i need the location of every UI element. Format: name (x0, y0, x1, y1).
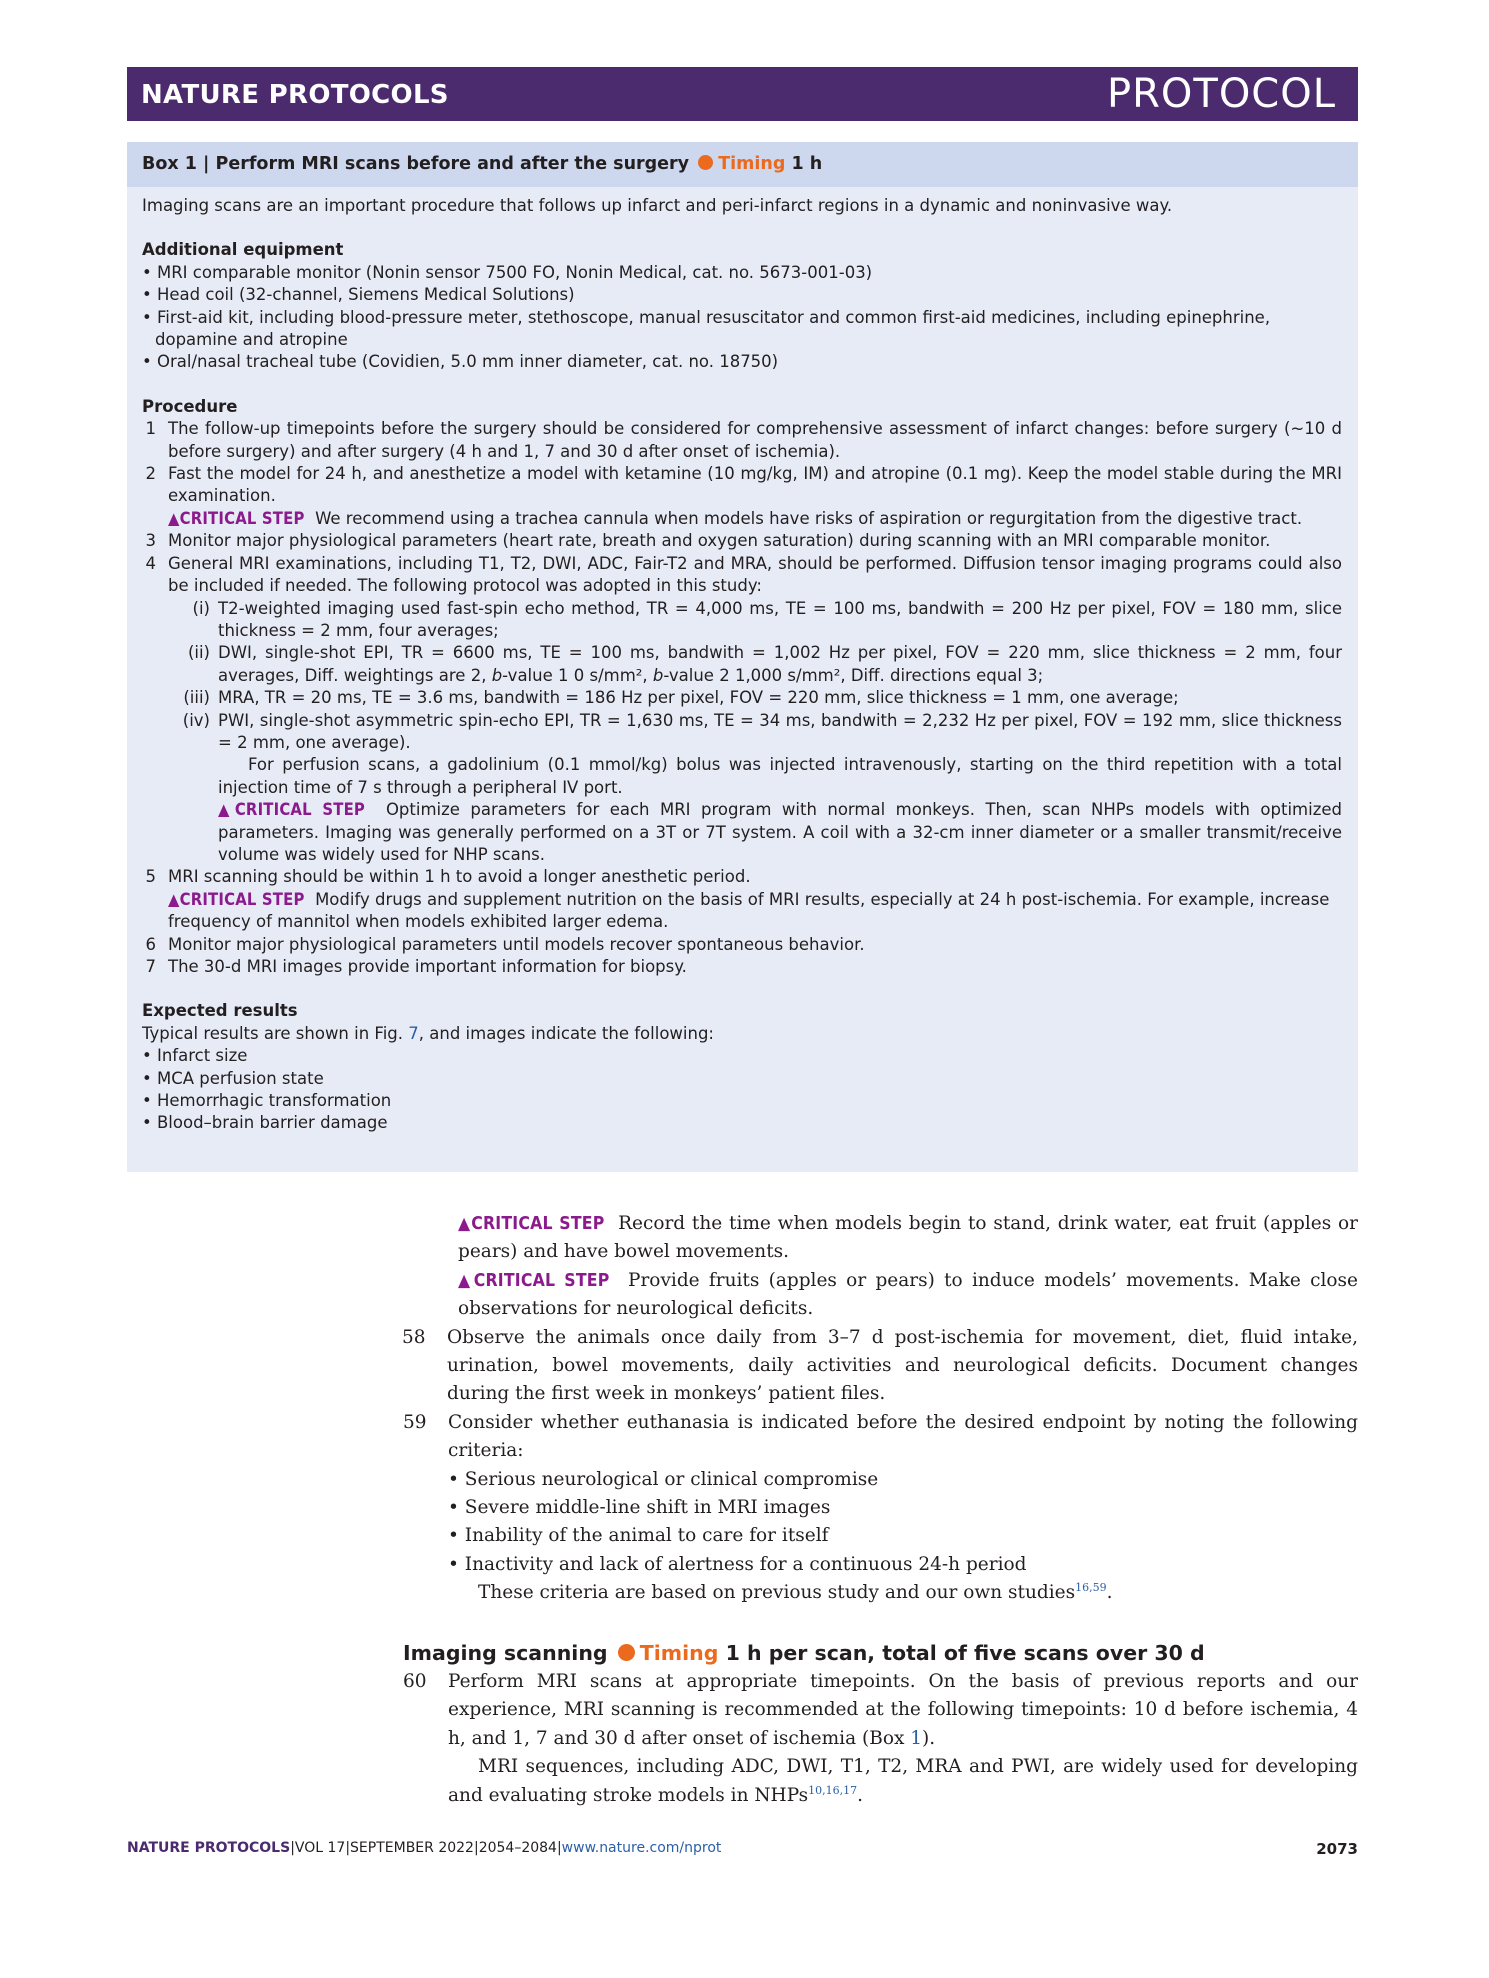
equipment-item: • MRI comparable monitor (Nonin sensor 7500 FO, Nonin Medical, cat. no. 5673-001-03) (142, 262, 873, 282)
criteria-item: • Serious neurological or clinical compromise (448, 1468, 879, 1490)
box-title (142, 154, 822, 174)
section-heading: Imaging scanning Timing 1 h per scan, total of five scans over 30 d (403, 1641, 1205, 1665)
critical-step-note: ▲CRITICAL STEP We recommend using a trachea cannula when models have risks of aspiration or regurgitation from the digestive tract. (168, 508, 1303, 528)
footer-url-link[interactable]: www.nature.com/nprot (561, 1840, 722, 1856)
result-item: • Infarct size (142, 1046, 248, 1066)
box-title-text: Box 1 | Perform MRI scans before and after the surgery (142, 154, 690, 174)
article-type-label: PROTOCOL (1106, 71, 1336, 117)
timing-label: Timing (718, 154, 786, 174)
footer-date: SEPTEMBER 2022 (350, 1840, 474, 1856)
page-number: 2073 (1316, 1840, 1358, 1858)
sub-step-i: (i) T2-weighted imaging used fast-spin echo method, TR = 4,000 ms, TE = 100 ms, bandwith = 200 Hz per pixel, FOV = 180 mm, slice thickness = 2 mm, four averages; (192, 598, 1342, 640)
reference-link[interactable]: 16,59 (1075, 1581, 1107, 1595)
critical-step-note: ▲CRITICAL STEP Optimize parameters for each MRI program with normal monkeys. Then, scan NHPs models with optimized parameters. Imaging was generally performed on a 3T or 7T system. A coil with a 32-cm inner diameter or a smaller transmit/receive volume was widely used for NHP scans. (218, 800, 1342, 864)
criteria-note: These criteria are based on previous study and our own studies$^{16,59}$. (478, 1581, 1113, 1604)
criteria-item: • Inability of the animal to care for itself (448, 1525, 829, 1547)
procedure-step-6: 6 Monitor major physiological parameters until models recover spontaneous behavior. (145, 934, 865, 954)
footer-volume: VOL 17 (294, 1840, 346, 1856)
results-heading: Expected results (142, 1001, 298, 1021)
criteria-item: • Inactivity and lack of alertness for a continuous 24-h period (448, 1553, 1027, 1575)
procedure-step-1: 1 The follow-up timepoints before the surgery should be considered for comprehensive assessment of infarct changes: before surgery (~10 d before surgery) and after surgery (4 h and 1, 7 and 30 d after onset of ischemia). (145, 419, 1342, 461)
protocol-step-60: 60 Perform MRI scans at appropriate timepoints. On the basis of previous reports and our experience, MRI scanning is recommended at the following timepoints: 10 d before ischemia, 4 h, and 1, 7 and 30 d after onset of ischemia (Box 1). MRI sequences, including ADC, DWI, T1, T2, MRA and PWI, are widely used for developing and evaluating stroke models in NHPs$^{10,16,17}$. (403, 1671, 1358, 1806)
procedure-step-7: 7 The 30-d MRI images provide important information for biopsy. (145, 957, 687, 976)
protocol-step-59: 59 Consider whether euthanasia is indicated before the desired endpoint by noting the following criteria: • Serious neurological or clinical compromise • Severe middle-line shift in MRI images • Inability of the animal to care for itself • Inactivity and lack of alertness for a continuous 24-h period These criteria are based on previous study and our own studies$^{16,59}$. (403, 1409, 1358, 1608)
result-item: • Hemorrhagic transformation (142, 1091, 392, 1111)
sub-step-iv: (iv) PWI, single-shot asymmetric spin-echo EPI, TR = 1,630 ms, TE = 34 ms, bandwith = 2,232 Hz per pixel, FOV = 192 mm, slice thickness = 2 mm, one average). (182, 710, 1342, 752)
critical-step-note: ▲CRITICAL STEP Modify drugs and supplement nutrition on the basis of MRI results, especially at 24 h post-ischemia. For example, increase frequency of mannitol when models exhibited larger edema. (168, 889, 1330, 932)
critical-step-note: ▲CRITICAL STEP Record the time when models begin to stand, drink water, eat fruit (apples or pears) and have bowel movements. (458, 1213, 1359, 1263)
footer-pages: 2054–2084 (478, 1840, 557, 1856)
procedure-heading: Procedure (142, 396, 238, 416)
box-link[interactable]: 1 (910, 1727, 923, 1749)
journal-name: NATURE PROTOCOLS (141, 80, 449, 110)
sub-step-ii: (ii) DWI, single-shot EPI, TR = 6600 ms, TE = 100 ms, bandwith = 1,002 Hz per pixel, FOV = 220 mm, slice thickness = 2 mm, four averages, Diff. weightings are 2, b-value 1 0 s/mm², b-value 2 1,000 s/mm², Diff. directions equal 3; (187, 643, 1342, 685)
equipment-item: • Head coil (32-channel, Siemens Medical Solutions) (142, 285, 575, 305)
timing-value: 1 h (791, 154, 823, 174)
procedure-step-5: 5 MRI scanning should be within 1 h to avoid a longer anesthetic period. (145, 867, 751, 887)
result-item: • MCA perfusion state (142, 1068, 324, 1088)
timing-dot-icon (618, 1644, 635, 1661)
equipment-item: • First-aid kit, including blood-pressure meter, stethoscope, manual resuscitator and common first-aid medicines, including epinephrine, dopamine and atropine (142, 307, 1271, 350)
section-timing-label: Timing (639, 1641, 719, 1665)
box-title-bar (127, 142, 1358, 187)
box-body (142, 195, 1342, 1135)
box-intro: Imaging scans are an important procedure that follows up infarct and peri-infarct regions in a dynamic and noninvasive way. (142, 196, 1173, 215)
protocol-step-58: 58 Observe the animals once daily from 3–7 d post-ischemia for movement, diet, fluid intake, urination, bowel movements, daily activities and neurological deficits. Document changes during the first week in monkeys’ patient files. (402, 1326, 1358, 1405)
timing-dot-icon (698, 155, 713, 170)
footer-journal: NATURE PROTOCOLS (127, 1840, 291, 1856)
sub-step-iii: (iii) MRA, TR = 20 ms, TE = 3.6 ms, bandwith = 186 Hz per pixel, FOV = 220 mm, slice thickness = 1 mm, one average; (183, 688, 1179, 708)
page-footer: NATURE PROTOCOLS|VOL 17|SEPTEMBER 2022|2054–2084|www.nature.com/nprot 2073 (127, 1840, 1358, 1858)
journal-header-bar (127, 67, 1358, 121)
result-item: • Blood–brain barrier damage (142, 1113, 388, 1133)
equipment-item: • Oral/nasal tracheal tube (Covidien, 5.0 mm inner diameter, cat. no. 18750) (142, 352, 779, 372)
criteria-item: • Severe middle-line shift in MRI images (448, 1497, 831, 1519)
figure-link[interactable]: 7 (408, 1023, 419, 1043)
reference-link[interactable]: 10,16,17 (808, 1783, 858, 1797)
main-text-lower (403, 1668, 1358, 1810)
results-intro: Typical results are shown in Fig. 7, and images indicate the following: (142, 1023, 714, 1043)
procedure-step-4: 4 General MRI examinations, including T1, T2, DWI, ADC, Fair-T2 and MRA, should be performed. Diffusion tensor imaging programs could also be included if needed. The following protocol was adopted in this study: (145, 553, 1342, 596)
box-1 (127, 142, 1358, 1172)
critical-step-note: ▲CRITICAL STEP Provide fruits (apples or pears) to induce models’ movements. Make close observations for neurological deficits. (458, 1269, 1358, 1320)
procedure-step-3: 3 Monitor major physiological parameters (heart rate, breath and oxygen saturation) during scanning with an MRI comparable monitor. (145, 531, 1271, 551)
perfusion-note: For perfusion scans, a gadolinium (0.1 mmol/kg) bolus was injected intravenously, starting on the third repetition with a total injection time of 7 s through a peripheral IV port. (218, 755, 1342, 797)
equipment-heading: Additional equipment (142, 240, 344, 260)
main-text-upper (403, 1210, 1358, 1608)
procedure-step-2: 2 Fast the model for 24 h, and anesthetize a model with ketamine (10 mg/kg, IM) and atropine (0.1 mg). Keep the model stable during the MRI examination. (145, 464, 1342, 506)
